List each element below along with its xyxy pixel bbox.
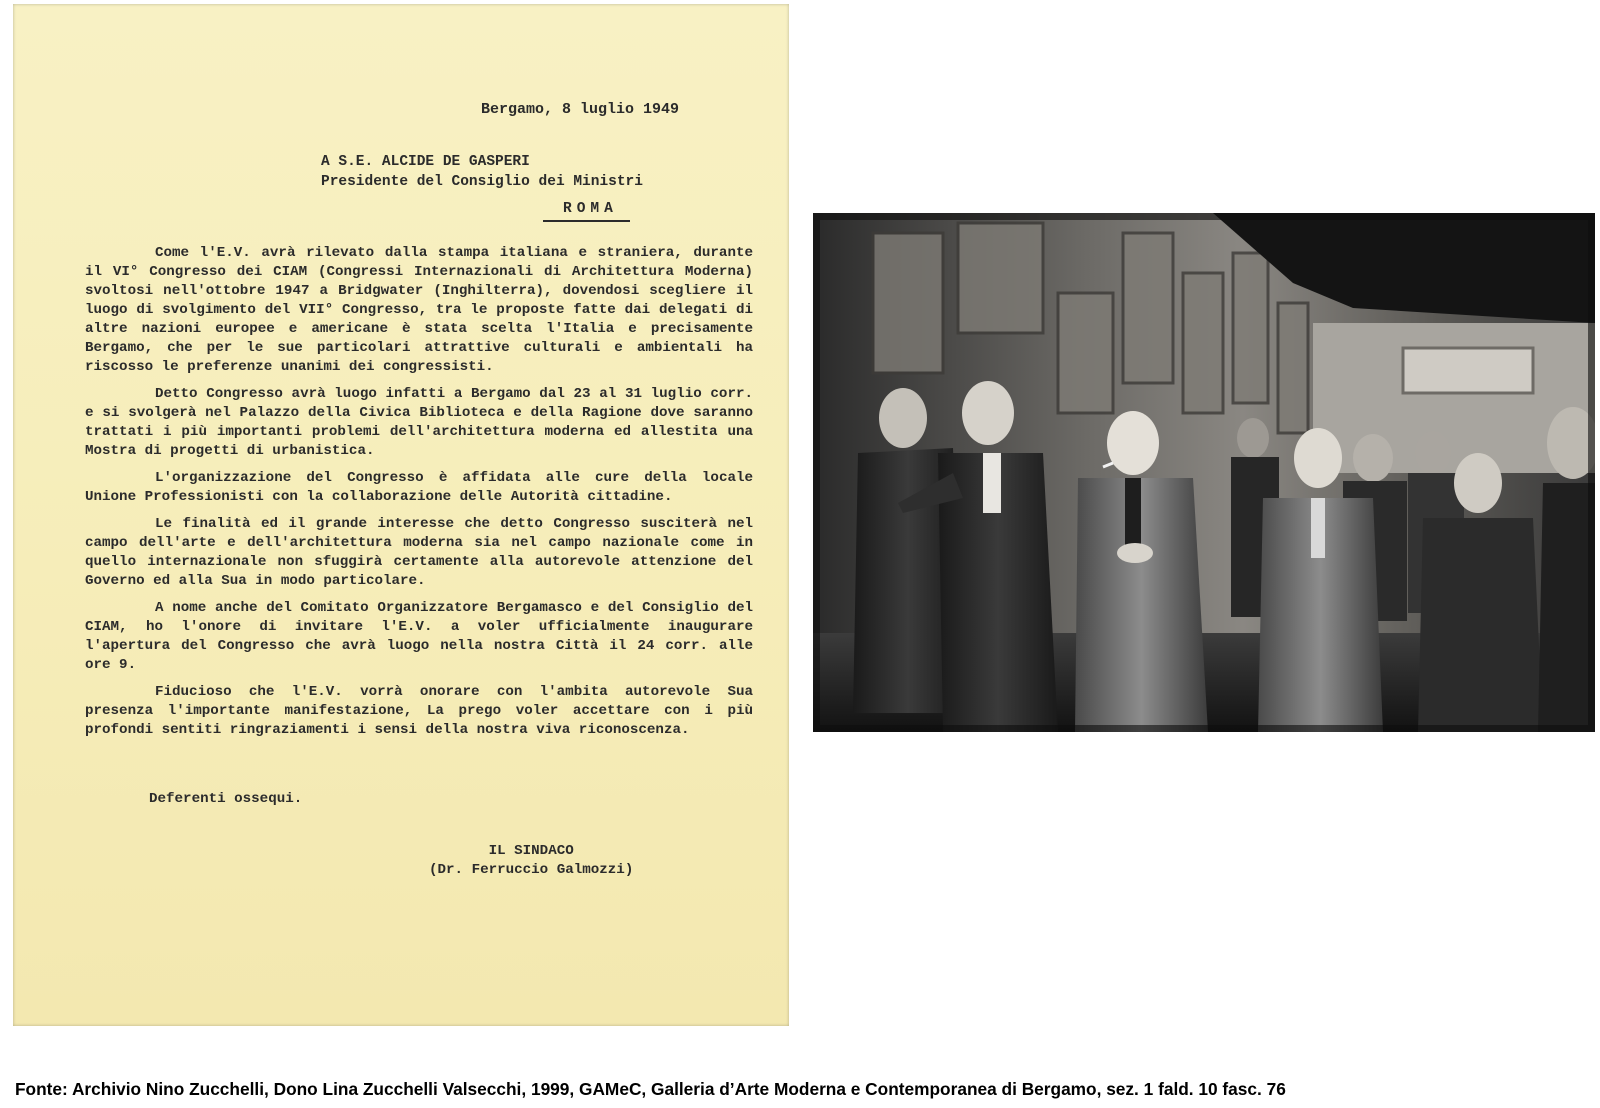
- letter-paragraph: A nome anche del Comitato Organizzatore Bergamasco e del Consiglio del CIAM, ho l'onore di invitare l'E.V. a voler ufficialmente inaugurare l'apertura del Congresso che avrà luogo nella nostra Città il 24 corr. alle ore 9.: [85, 600, 753, 673]
- letter-paragraph: L'organizzazione del Congresso è affidata alle cure della locale Unione Professionisti con la collaborazione delle Autorità cittadine.: [85, 470, 753, 505]
- addressee-city: ROMA: [543, 200, 630, 222]
- letter-paragraph: Le finalità ed il grande interesse che detto Congresso susciterà nel campo dell'arte e dell'architettura moderna sia nel campo nazionale come in quello internazionale non sfuggirà certamente alla autorevole attenzione del Governo ed alla Sua in modo particolare.: [85, 516, 753, 589]
- letter-paragraph: Detto Congresso avrà luogo infatti a Bergamo dal 23 al 31 luglio corr. e si svolgerà nel Palazzo della Civica Biblioteca e della Ragione dove saranno trattati i più importanti problemi dell'architettura moderna ed allestita una Mostra di progetti di urbanistica.: [85, 386, 753, 459]
- letter-signature: [429, 842, 633, 880]
- letter-paragraph: Fiducioso che l'E.V. vorrà onorare con l'ambita autorevole Sua presenza l'importante manifestazione, La prego voler accettare con i più profondi sentiti ringraziamenti i sensi della nostra viva riconoscenza.: [85, 684, 753, 738]
- letter-paragraph: Come l'E.V. avrà rilevato dalla stampa italiana e straniera, durante il VI° Congresso dei CIAM (Congressi Internazionali di Architettura Moderna) svoltosi nell'ottobre 1947 a Bridgwater (Inghilterra), dovendosi scegliere il luogo di svolgimento del VII° Congresso, tra le proposte fatte dai delegati di altre nazioni europee e americane è stata scelta l'Italia e precisamente Bergamo, che per le sue particolari attrattive culturali e ambientali ha riscosso le preferenze unanimi dei congressisti.: [85, 245, 753, 375]
- letter-date: Bergamo, 8 luglio 1949: [481, 101, 680, 118]
- letter-body: [85, 244, 753, 748]
- letter-addressee: [321, 152, 643, 192]
- typed-letter: [13, 4, 789, 1026]
- signature-name: (Dr. Ferruccio Galmozzi): [429, 862, 634, 878]
- source-caption: Fonte: Archivio Nino Zucchelli, Dono Lina Zucchelli Valsecchi, 1999, GAMeC, Galleria d’Arte Moderna e Contemporanea di Bergamo, sez. 1 fald. 10 fasc. 76: [15, 1079, 1286, 1099]
- addressee-name: A S.E. ALCIDE DE GASPERI: [321, 154, 530, 170]
- signature-title: IL SINDACO: [488, 843, 574, 859]
- photo-illustration: [813, 213, 1595, 732]
- letter-closing: Deferenti ossequi.: [149, 791, 303, 807]
- addressee-title: Presidente del Consiglio dei Ministri: [321, 174, 643, 190]
- historical-photograph: [813, 213, 1595, 732]
